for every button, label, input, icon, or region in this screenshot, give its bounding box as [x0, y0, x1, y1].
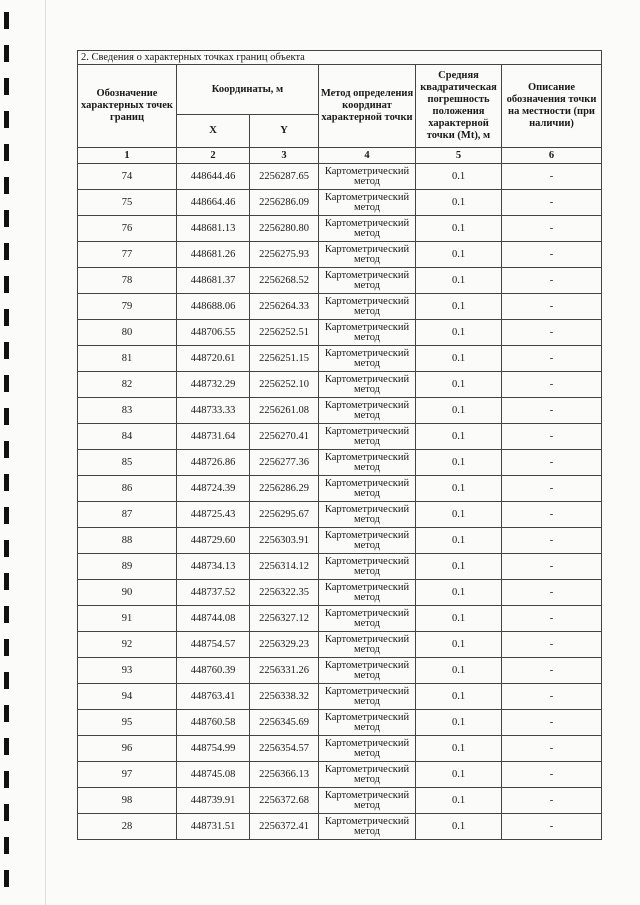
point-cell: 77 [78, 242, 177, 268]
binding-mark [4, 45, 9, 62]
point-cell: 85 [78, 450, 177, 476]
y-coordinate-cell: 2256329.23 [250, 632, 319, 658]
y-coordinate-cell: 2256303.91 [250, 528, 319, 554]
accuracy-cell: 0.1 [416, 554, 502, 580]
x-coordinate-cell: 448732.29 [177, 372, 250, 398]
method-cell: Картометрический метод [319, 710, 416, 736]
table-row [78, 372, 602, 398]
x-coordinate-cell: 448720.61 [177, 346, 250, 372]
point-cell: 80 [78, 320, 177, 346]
point-cell: 84 [78, 424, 177, 450]
binding-mark [4, 375, 9, 392]
accuracy-cell: 0.1 [416, 476, 502, 502]
y-coordinate-cell: 2256338.32 [250, 684, 319, 710]
y-coordinate-cell: 2256268.52 [250, 268, 319, 294]
table-row [78, 710, 602, 736]
binding-mark [4, 12, 9, 29]
method-cell: Картометрический метод [319, 294, 416, 320]
method-cell: Картометрический метод [319, 476, 416, 502]
description-cell: - [502, 814, 602, 840]
binding-mark [4, 606, 9, 623]
description-cell: - [502, 268, 602, 294]
x-coordinate-cell: 448706.55 [177, 320, 250, 346]
method-cell: Картометрический метод [319, 580, 416, 606]
table-row [78, 268, 602, 294]
x-coordinate-cell: 448760.39 [177, 658, 250, 684]
header-point: Обозначение характерных точек границ [78, 65, 177, 148]
binding-mark [4, 771, 9, 788]
binding-mark [4, 342, 9, 359]
accuracy-cell: 0.1 [416, 190, 502, 216]
point-cell: 78 [78, 268, 177, 294]
header-accuracy: Средняя квадратическая погрешность положения характерной точки (Mt), м [416, 65, 502, 148]
column-number: 4 [319, 148, 416, 164]
table-row [78, 736, 602, 762]
method-cell: Картометрический метод [319, 320, 416, 346]
accuracy-cell: 0.1 [416, 580, 502, 606]
method-cell: Картометрический метод [319, 684, 416, 710]
binding-mark [4, 408, 9, 425]
method-cell: Картометрический метод [319, 346, 416, 372]
table-row [78, 398, 602, 424]
y-coordinate-cell: 2256251.15 [250, 346, 319, 372]
column-number: 2 [177, 148, 250, 164]
binding-mark [4, 474, 9, 491]
point-cell: 90 [78, 580, 177, 606]
x-coordinate-cell: 448760.58 [177, 710, 250, 736]
point-cell: 92 [78, 632, 177, 658]
binding-mark [4, 540, 9, 557]
binding-mark [4, 243, 9, 260]
header-method: Метод определения координат характерной точки [319, 65, 416, 148]
x-coordinate-cell: 448725.43 [177, 502, 250, 528]
description-cell: - [502, 372, 602, 398]
description-cell: - [502, 762, 602, 788]
binding-mark [4, 210, 9, 227]
y-coordinate-cell: 2256345.69 [250, 710, 319, 736]
description-cell: - [502, 736, 602, 762]
accuracy-cell: 0.1 [416, 528, 502, 554]
header-x: X [177, 115, 250, 148]
y-coordinate-cell: 2256366.13 [250, 762, 319, 788]
y-coordinate-cell: 2256280.80 [250, 216, 319, 242]
table-row [78, 554, 602, 580]
accuracy-cell: 0.1 [416, 216, 502, 242]
y-coordinate-cell: 2256270.41 [250, 424, 319, 450]
x-coordinate-cell: 448745.08 [177, 762, 250, 788]
method-cell: Картометрический метод [319, 554, 416, 580]
y-coordinate-cell: 2256264.33 [250, 294, 319, 320]
description-cell: - [502, 580, 602, 606]
table-row [78, 684, 602, 710]
x-coordinate-cell: 448739.91 [177, 788, 250, 814]
description-cell: - [502, 398, 602, 424]
binding-mark [4, 441, 9, 458]
description-cell: - [502, 710, 602, 736]
y-coordinate-cell: 2256354.57 [250, 736, 319, 762]
table-row [78, 632, 602, 658]
table-row [78, 762, 602, 788]
binding-mark [4, 870, 9, 887]
description-cell: - [502, 320, 602, 346]
binding-mark [4, 78, 9, 95]
y-coordinate-cell: 2256286.09 [250, 190, 319, 216]
x-coordinate-cell: 448729.60 [177, 528, 250, 554]
header-y: Y [250, 115, 319, 148]
point-cell: 81 [78, 346, 177, 372]
description-cell: - [502, 606, 602, 632]
method-cell: Картометрический метод [319, 606, 416, 632]
description-cell: - [502, 554, 602, 580]
description-cell: - [502, 450, 602, 476]
binding-mark [4, 837, 9, 854]
point-cell: 93 [78, 658, 177, 684]
method-cell: Картометрический метод [319, 502, 416, 528]
description-cell: - [502, 424, 602, 450]
y-coordinate-cell: 2256261.08 [250, 398, 319, 424]
method-cell: Картометрический метод [319, 736, 416, 762]
method-cell: Картометрический метод [319, 372, 416, 398]
description-cell: - [502, 632, 602, 658]
x-coordinate-cell: 448681.37 [177, 268, 250, 294]
method-cell: Картометрический метод [319, 658, 416, 684]
binding-mark [4, 144, 9, 161]
x-coordinate-cell: 448754.99 [177, 736, 250, 762]
point-cell: 76 [78, 216, 177, 242]
table-row [78, 190, 602, 216]
point-cell: 86 [78, 476, 177, 502]
accuracy-cell: 0.1 [416, 606, 502, 632]
x-coordinate-cell: 448664.46 [177, 190, 250, 216]
y-coordinate-cell: 2256275.93 [250, 242, 319, 268]
binding-mark [4, 639, 9, 656]
point-cell: 96 [78, 736, 177, 762]
method-cell: Картометрический метод [319, 814, 416, 840]
method-cell: Картометрический метод [319, 424, 416, 450]
table-row [78, 346, 602, 372]
description-cell: - [502, 658, 602, 684]
y-coordinate-cell: 2256322.35 [250, 580, 319, 606]
column-number: 1 [78, 148, 177, 164]
x-coordinate-cell: 448734.13 [177, 554, 250, 580]
binding-mark [4, 507, 9, 524]
method-cell: Картометрический метод [319, 268, 416, 294]
y-coordinate-cell: 2256252.51 [250, 320, 319, 346]
column-number: 3 [250, 148, 319, 164]
x-coordinate-cell: 448731.64 [177, 424, 250, 450]
point-cell: 98 [78, 788, 177, 814]
method-cell: Картометрический метод [319, 632, 416, 658]
page-edge-line [45, 0, 46, 905]
point-cell: 87 [78, 502, 177, 528]
binding-mark [4, 177, 9, 194]
accuracy-cell: 0.1 [416, 372, 502, 398]
accuracy-cell: 0.1 [416, 788, 502, 814]
method-cell: Картометрический метод [319, 762, 416, 788]
accuracy-cell: 0.1 [416, 684, 502, 710]
x-coordinate-cell: 448724.39 [177, 476, 250, 502]
accuracy-cell: 0.1 [416, 294, 502, 320]
description-cell: - [502, 294, 602, 320]
point-cell: 79 [78, 294, 177, 320]
point-cell: 83 [78, 398, 177, 424]
accuracy-cell: 0.1 [416, 320, 502, 346]
description-cell: - [502, 502, 602, 528]
binding-mark [4, 804, 9, 821]
x-coordinate-cell: 448688.06 [177, 294, 250, 320]
table-row [78, 814, 602, 840]
point-cell: 75 [78, 190, 177, 216]
method-cell: Картометрический метод [319, 450, 416, 476]
description-cell: - [502, 216, 602, 242]
accuracy-cell: 0.1 [416, 762, 502, 788]
y-coordinate-cell: 2256287.65 [250, 164, 319, 190]
x-coordinate-cell: 448726.86 [177, 450, 250, 476]
x-coordinate-cell: 448681.26 [177, 242, 250, 268]
table-row [78, 658, 602, 684]
description-cell: - [502, 164, 602, 190]
table-row [78, 320, 602, 346]
x-coordinate-cell: 448737.52 [177, 580, 250, 606]
point-cell: 89 [78, 554, 177, 580]
table-row [78, 216, 602, 242]
description-cell: - [502, 190, 602, 216]
accuracy-cell: 0.1 [416, 164, 502, 190]
method-cell: Картометрический метод [319, 528, 416, 554]
point-cell: 91 [78, 606, 177, 632]
y-coordinate-cell: 2256372.68 [250, 788, 319, 814]
point-cell: 97 [78, 762, 177, 788]
method-cell: Картометрический метод [319, 788, 416, 814]
binding-mark [4, 573, 9, 590]
points-table [77, 50, 602, 840]
table-row [78, 606, 602, 632]
binding-mark [4, 276, 9, 293]
table-row [78, 788, 602, 814]
section-title: 2. Сведения о характерных точках границ объекта [78, 51, 602, 65]
point-cell: 82 [78, 372, 177, 398]
table-row [78, 294, 602, 320]
accuracy-cell: 0.1 [416, 242, 502, 268]
x-coordinate-cell: 448763.41 [177, 684, 250, 710]
table-row [78, 450, 602, 476]
x-coordinate-cell: 448754.57 [177, 632, 250, 658]
point-cell: 94 [78, 684, 177, 710]
method-cell: Картометрический метод [319, 398, 416, 424]
y-coordinate-cell: 2256277.36 [250, 450, 319, 476]
x-coordinate-cell: 448644.46 [177, 164, 250, 190]
table-row [78, 502, 602, 528]
point-cell: 74 [78, 164, 177, 190]
y-coordinate-cell: 2256327.12 [250, 606, 319, 632]
description-cell: - [502, 242, 602, 268]
y-coordinate-cell: 2256314.12 [250, 554, 319, 580]
header-description: Описание обозначения точки на местности (при наличии) [502, 65, 602, 148]
accuracy-cell: 0.1 [416, 424, 502, 450]
accuracy-cell: 0.1 [416, 710, 502, 736]
binding-mark [4, 672, 9, 689]
accuracy-cell: 0.1 [416, 502, 502, 528]
table-row [78, 164, 602, 190]
accuracy-cell: 0.1 [416, 450, 502, 476]
binding-mark [4, 111, 9, 128]
table-row [78, 528, 602, 554]
accuracy-cell: 0.1 [416, 398, 502, 424]
binding-mark [4, 738, 9, 755]
description-cell: - [502, 788, 602, 814]
point-cell: 88 [78, 528, 177, 554]
table-row [78, 476, 602, 502]
table-body [78, 164, 602, 840]
point-cell: 28 [78, 814, 177, 840]
table-row [78, 580, 602, 606]
binding-marks [4, 0, 14, 905]
description-cell: - [502, 346, 602, 372]
header-coords: Координаты, м [177, 65, 319, 115]
y-coordinate-cell: 2256372.41 [250, 814, 319, 840]
y-coordinate-cell: 2256252.10 [250, 372, 319, 398]
accuracy-cell: 0.1 [416, 268, 502, 294]
point-cell: 95 [78, 710, 177, 736]
accuracy-cell: 0.1 [416, 346, 502, 372]
x-coordinate-cell: 448744.08 [177, 606, 250, 632]
binding-mark [4, 309, 9, 326]
method-cell: Картометрический метод [319, 216, 416, 242]
method-cell: Картометрический метод [319, 242, 416, 268]
table-row [78, 242, 602, 268]
description-cell: - [502, 528, 602, 554]
y-coordinate-cell: 2256295.67 [250, 502, 319, 528]
accuracy-cell: 0.1 [416, 736, 502, 762]
x-coordinate-cell: 448681.13 [177, 216, 250, 242]
x-coordinate-cell: 448731.51 [177, 814, 250, 840]
column-number: 5 [416, 148, 502, 164]
description-cell: - [502, 476, 602, 502]
table-row [78, 424, 602, 450]
x-coordinate-cell: 448733.33 [177, 398, 250, 424]
accuracy-cell: 0.1 [416, 658, 502, 684]
accuracy-cell: 0.1 [416, 814, 502, 840]
binding-mark [4, 705, 9, 722]
description-cell: - [502, 684, 602, 710]
method-cell: Картометрический метод [319, 190, 416, 216]
method-cell: Картометрический метод [319, 164, 416, 190]
y-coordinate-cell: 2256331.26 [250, 658, 319, 684]
y-coordinate-cell: 2256286.29 [250, 476, 319, 502]
accuracy-cell: 0.1 [416, 632, 502, 658]
column-number: 6 [502, 148, 602, 164]
